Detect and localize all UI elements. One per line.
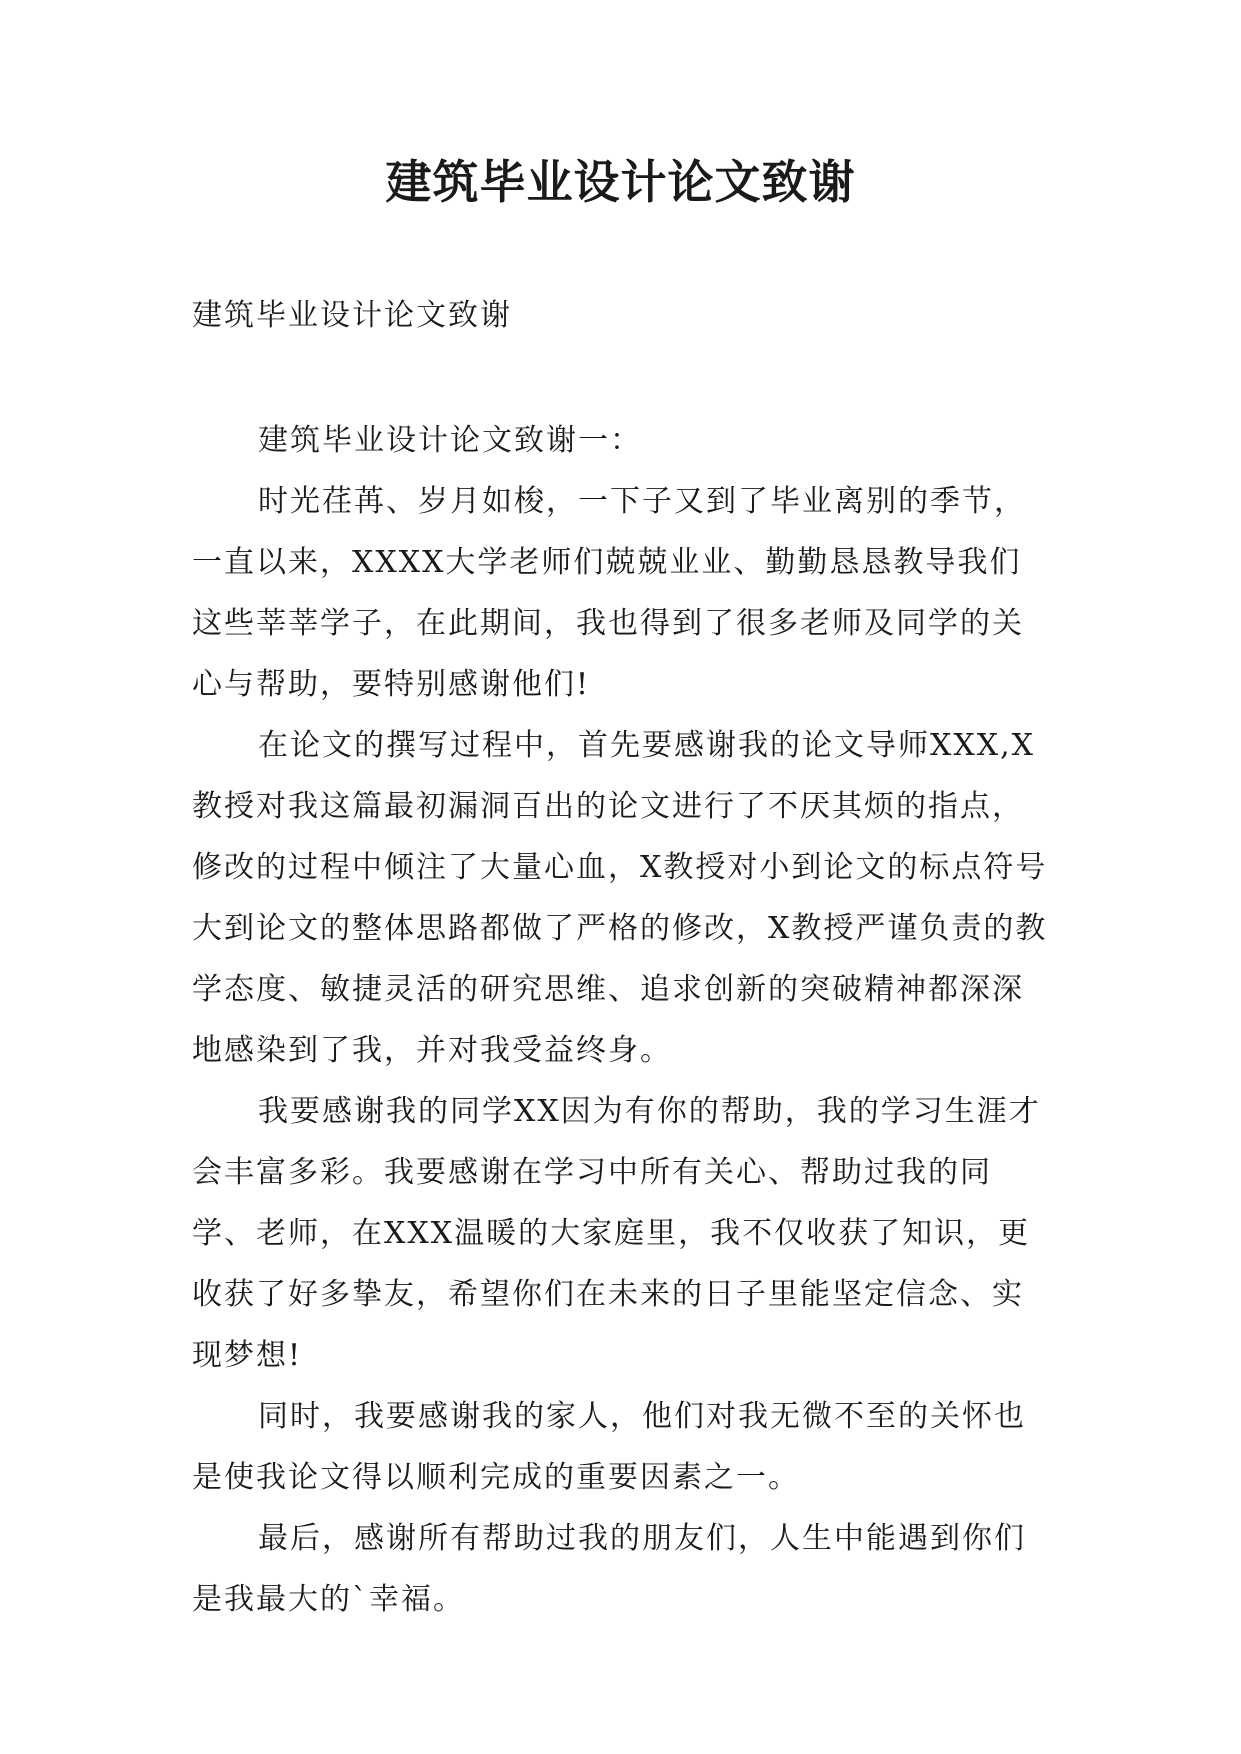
- paragraph: 时光荏苒、岁月如梭，一下子又到了毕业离别的季节，一直以来，XXXX大学老师们兢兢业业、勤勤恳恳教导我们这些莘莘学子，在此期间，我也得到了很多老师及同学的关心与帮助，要特别感谢他们!: [192, 484, 1026, 702]
- paragraph: 在论文的撰写过程中，首先要感谢我的论文导师XXX,X教授对我这篇最初漏洞百出的论文进行了不厌其烦的指点，修改的过程中倾注了大量心血，X教授对小到论文的标点符号大到论文的整体思路都做了严格的修改，X教授严谨负责的教学态度、敏捷灵活的研究思维、追求创新的突破精神都深深地感染到了我，并对我受益终身。: [192, 728, 1048, 1068]
- paragraph: 同时，我要感谢我的家人，他们对我无微不至的关怀也是使我论文得以顺利完成的重要因素之一。: [192, 1399, 1026, 1495]
- paragraph: 我要感谢我的同学XX因为有你的帮助，我的学习生涯才会丰富多彩。我要感谢在学习中所有关心、帮助过我的同学、老师，在XXX温暖的大家庭里，我不仅收获了知识，更收获了好多挚友，希望你们在未来的日子里能坚定信念、实现梦想!: [192, 1094, 1041, 1373]
- document-subtitle: 建筑毕业设计论文致谢: [192, 298, 512, 333]
- paragraph-heading: 建筑毕业设计论文致谢一：: [258, 423, 642, 458]
- paragraph: 最后，感谢所有帮助过我的朋友们，人生中能遇到你们是我最大的`幸福。: [192, 1521, 1026, 1617]
- document-title: 建筑毕业设计论文致谢: [385, 155, 856, 209]
- document-body: [192, 410, 1052, 1630]
